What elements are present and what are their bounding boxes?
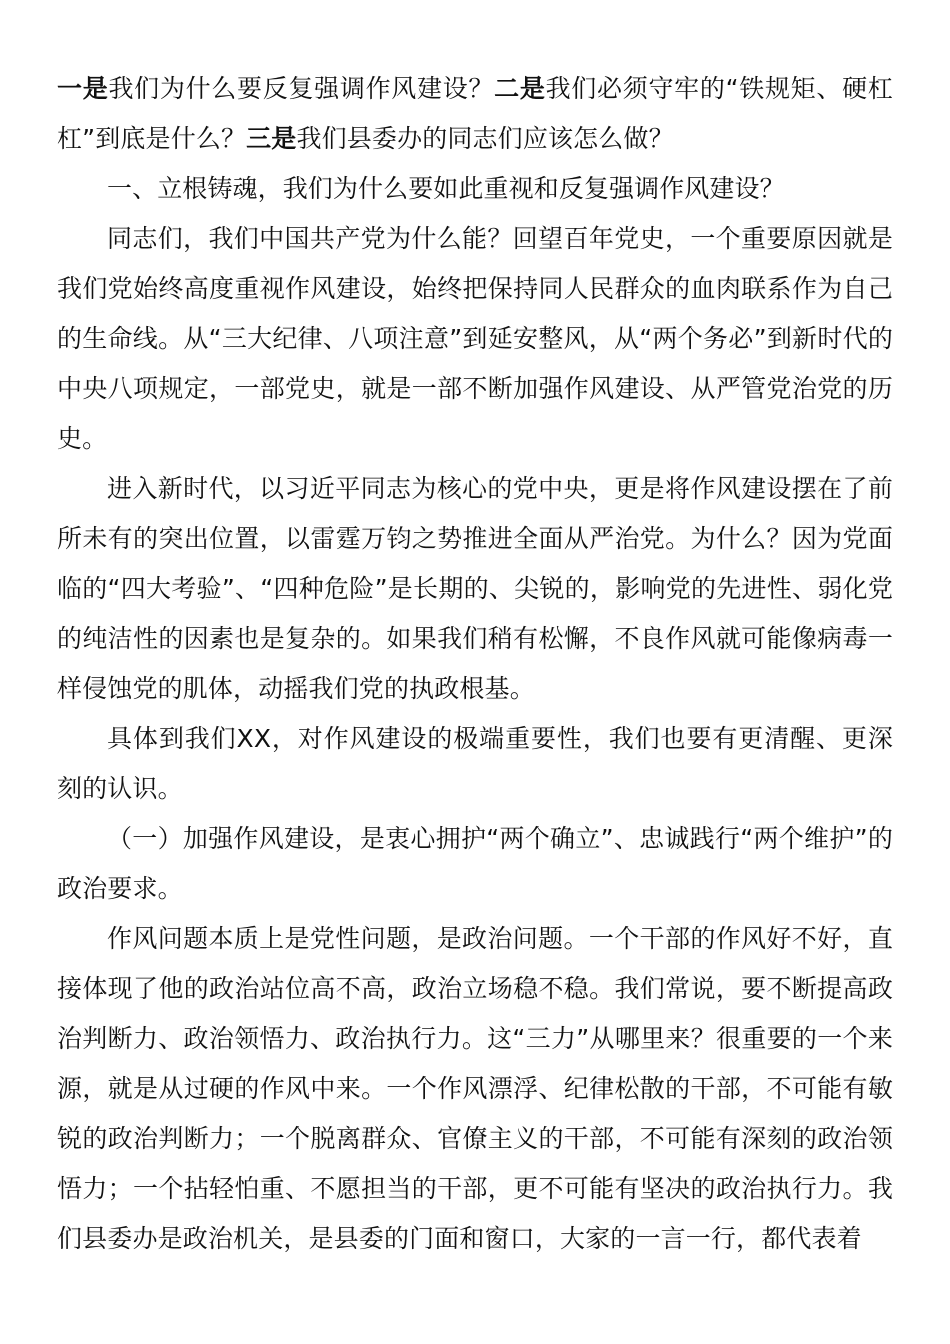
document-page <box>57 64 893 1264</box>
intro-point-two-label: 二是 <box>494 74 546 103</box>
intro-point-one-text: 我们为什么要反复强调作风建设？ <box>108 74 495 103</box>
intro-point-one-label: 一是 <box>57 74 109 103</box>
section-heading: 一、立根铸魂，我们为什么要如此重视和反复强调作风建设？ <box>107 174 785 203</box>
intro-point-two-text: 我们必须守牢的“铁规矩、硬杠杠”到底是什么？ <box>57 74 893 153</box>
subsection-heading: （一）加强作风建设，是衷心拥护“两个确立”、忠诚践行“两个维护”的政治要求。 <box>57 824 893 903</box>
intro-point-three-text: 我们县委办的同志们应该怎么做？ <box>296 124 674 153</box>
body-paragraph: 同志们，我们中国共产党为什么能？回望百年党史，一个重要原因就是我们党始终高度重视作风建设，始终把保持同人民群众的血肉联系作为自己的生命线。从“三大纪律、八项注意”到延安整风，从“两个务必”到新时代的中央八项规定，一部党史，就是一部不断加强作风建设、从严管党治党的历史。 <box>57 224 893 453</box>
intro-paragraph <box>57 64 893 164</box>
body-paragraph: 具体到我们XX，对作风建设的极端重要性，我们也要有更清醒、更深刻的认识。 <box>57 724 893 803</box>
body-paragraph: 作风问题本质上是党性问题，是政治问题。一个干部的作风好不好，直接体现了他的政治站位高不高，政治立场稳不稳。我们常说，要不断提高政治判断力、政治领悟力、政治执行力。这“三力”从哪里来？很重要的一个来源，就是从过硬的作风中来。一个作风漂浮、纪律松散的干部，不可能有敏锐的政治判断力；一个脱离群众、官僚主义的干部，不可能有深刻的政治领悟力；一个拈轻怕重、不愿担当的干部，更不可能有坚决的政治执行力。我们县委办是政治机关，是县委的门面和窗口，大家的一言一行，都代表着 <box>57 924 893 1253</box>
body-paragraph: 进入新时代，以习近平同志为核心的党中央，更是将作风建设摆在了前所未有的突出位置，以雷霆万钧之势推进全面从严治党。为什么？因为党面临的“四大考验”、“四种危险”是长期的、尖锐的，影响党的先进性、弱化党的纯洁性的因素也是复杂的。如果我们稍有松懈，不良作风就可能像病毒一样侵蚀党的肌体，动摇我们党的执政根基。 <box>57 474 893 703</box>
intro-point-three-label: 三是 <box>246 124 297 153</box>
